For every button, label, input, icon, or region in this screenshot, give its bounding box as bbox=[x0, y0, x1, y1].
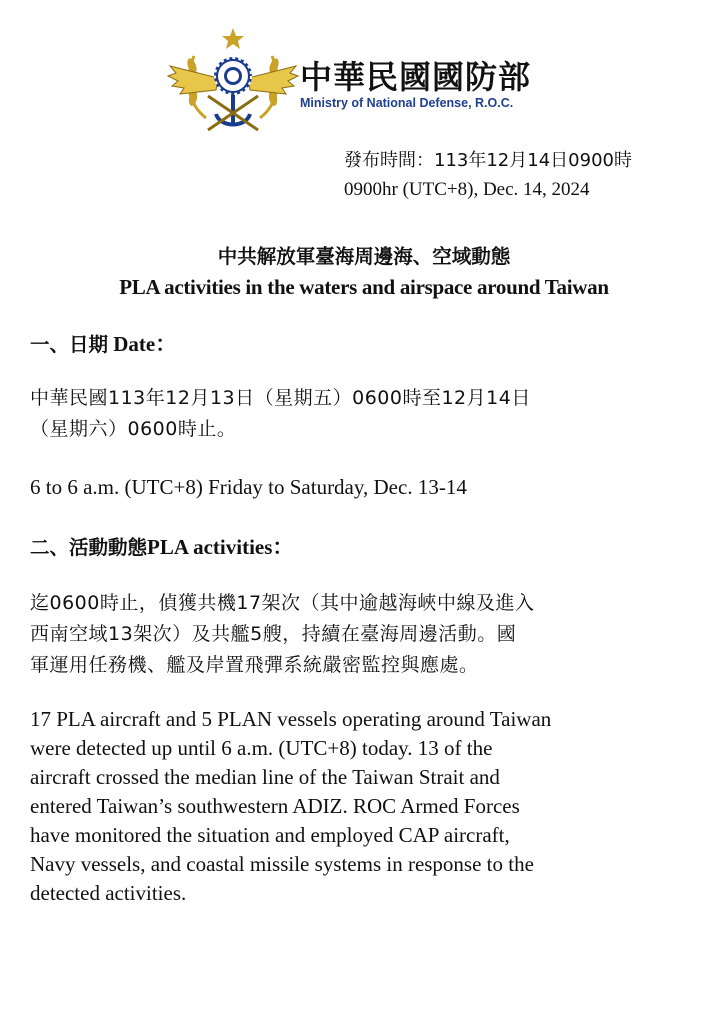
org-name-en: Ministry of National Defense, R.O.C. bbox=[300, 96, 514, 110]
date-zh-line: 中華民國113年12月13日（星期五）0600時至12月14日 bbox=[30, 387, 531, 409]
release-time bbox=[344, 146, 632, 204]
activities-en-line: were detected up until 6 a.m. (UTC+8) today. 13 of the bbox=[30, 736, 493, 760]
section-activities-heading bbox=[30, 531, 293, 561]
date-zh-line: （星期六）0600時止。 bbox=[30, 418, 237, 440]
section-date-zh bbox=[30, 383, 720, 445]
activities-zh-line: 西南空域13架次）及共艦5艘，持續在臺海周邊活動。國 bbox=[30, 623, 517, 645]
section-date-en bbox=[30, 473, 700, 502]
release-time-zh: 發布時間：113年12月14日0900時 bbox=[344, 150, 632, 171]
document-title bbox=[0, 241, 728, 303]
section-activities-zh bbox=[30, 588, 720, 681]
section-date-heading-zh: 一、日期 bbox=[30, 333, 109, 356]
activities-en-line: detected activities. bbox=[30, 881, 187, 905]
ministry-emblem-icon bbox=[166, 26, 300, 136]
activities-en-line: entered Taiwan’s southwestern ADIZ. ROC Armed Forces bbox=[30, 794, 520, 818]
activities-zh-line: 軍運用任務機、艦及岸置飛彈系統嚴密監控與應處。 bbox=[30, 654, 479, 676]
section-activities-en bbox=[30, 705, 700, 908]
activities-en-line: Navy vessels, and coastal missile systems in response to the bbox=[30, 852, 534, 876]
activities-en-line: aircraft crossed the median line of the Taiwan Strait and bbox=[30, 765, 500, 789]
section-date-heading bbox=[30, 328, 176, 358]
activities-en-line: have monitored the situation and employed CAP aircraft, bbox=[30, 823, 510, 847]
title-zh: 中共解放軍臺海周邊海、空域動態 bbox=[217, 245, 511, 268]
title-en: PLA activities in the waters and airspace around Taiwan bbox=[119, 275, 609, 299]
section-date-heading-en: Date： bbox=[108, 332, 177, 356]
activities-zh-line: 迄0600時止，偵獲共機17架次（其中逾越海峽中線及進入 bbox=[30, 592, 535, 614]
release-time-en: 0900hr (UTC+8), Dec. 14, 2024 bbox=[344, 179, 590, 200]
section-activities-heading-en: PLA activities： bbox=[147, 535, 294, 559]
activities-en-line: 17 PLA aircraft and 5 PLAN vessels operating around Taiwan bbox=[30, 707, 552, 731]
org-name-zh: 中華民國國防部 bbox=[300, 58, 532, 96]
section-activities-heading-zh: 二、活動動態 bbox=[30, 536, 148, 559]
date-en-line: 6 to 6 a.m. (UTC+8) Friday to Saturday, Dec. 13-14 bbox=[30, 475, 467, 499]
